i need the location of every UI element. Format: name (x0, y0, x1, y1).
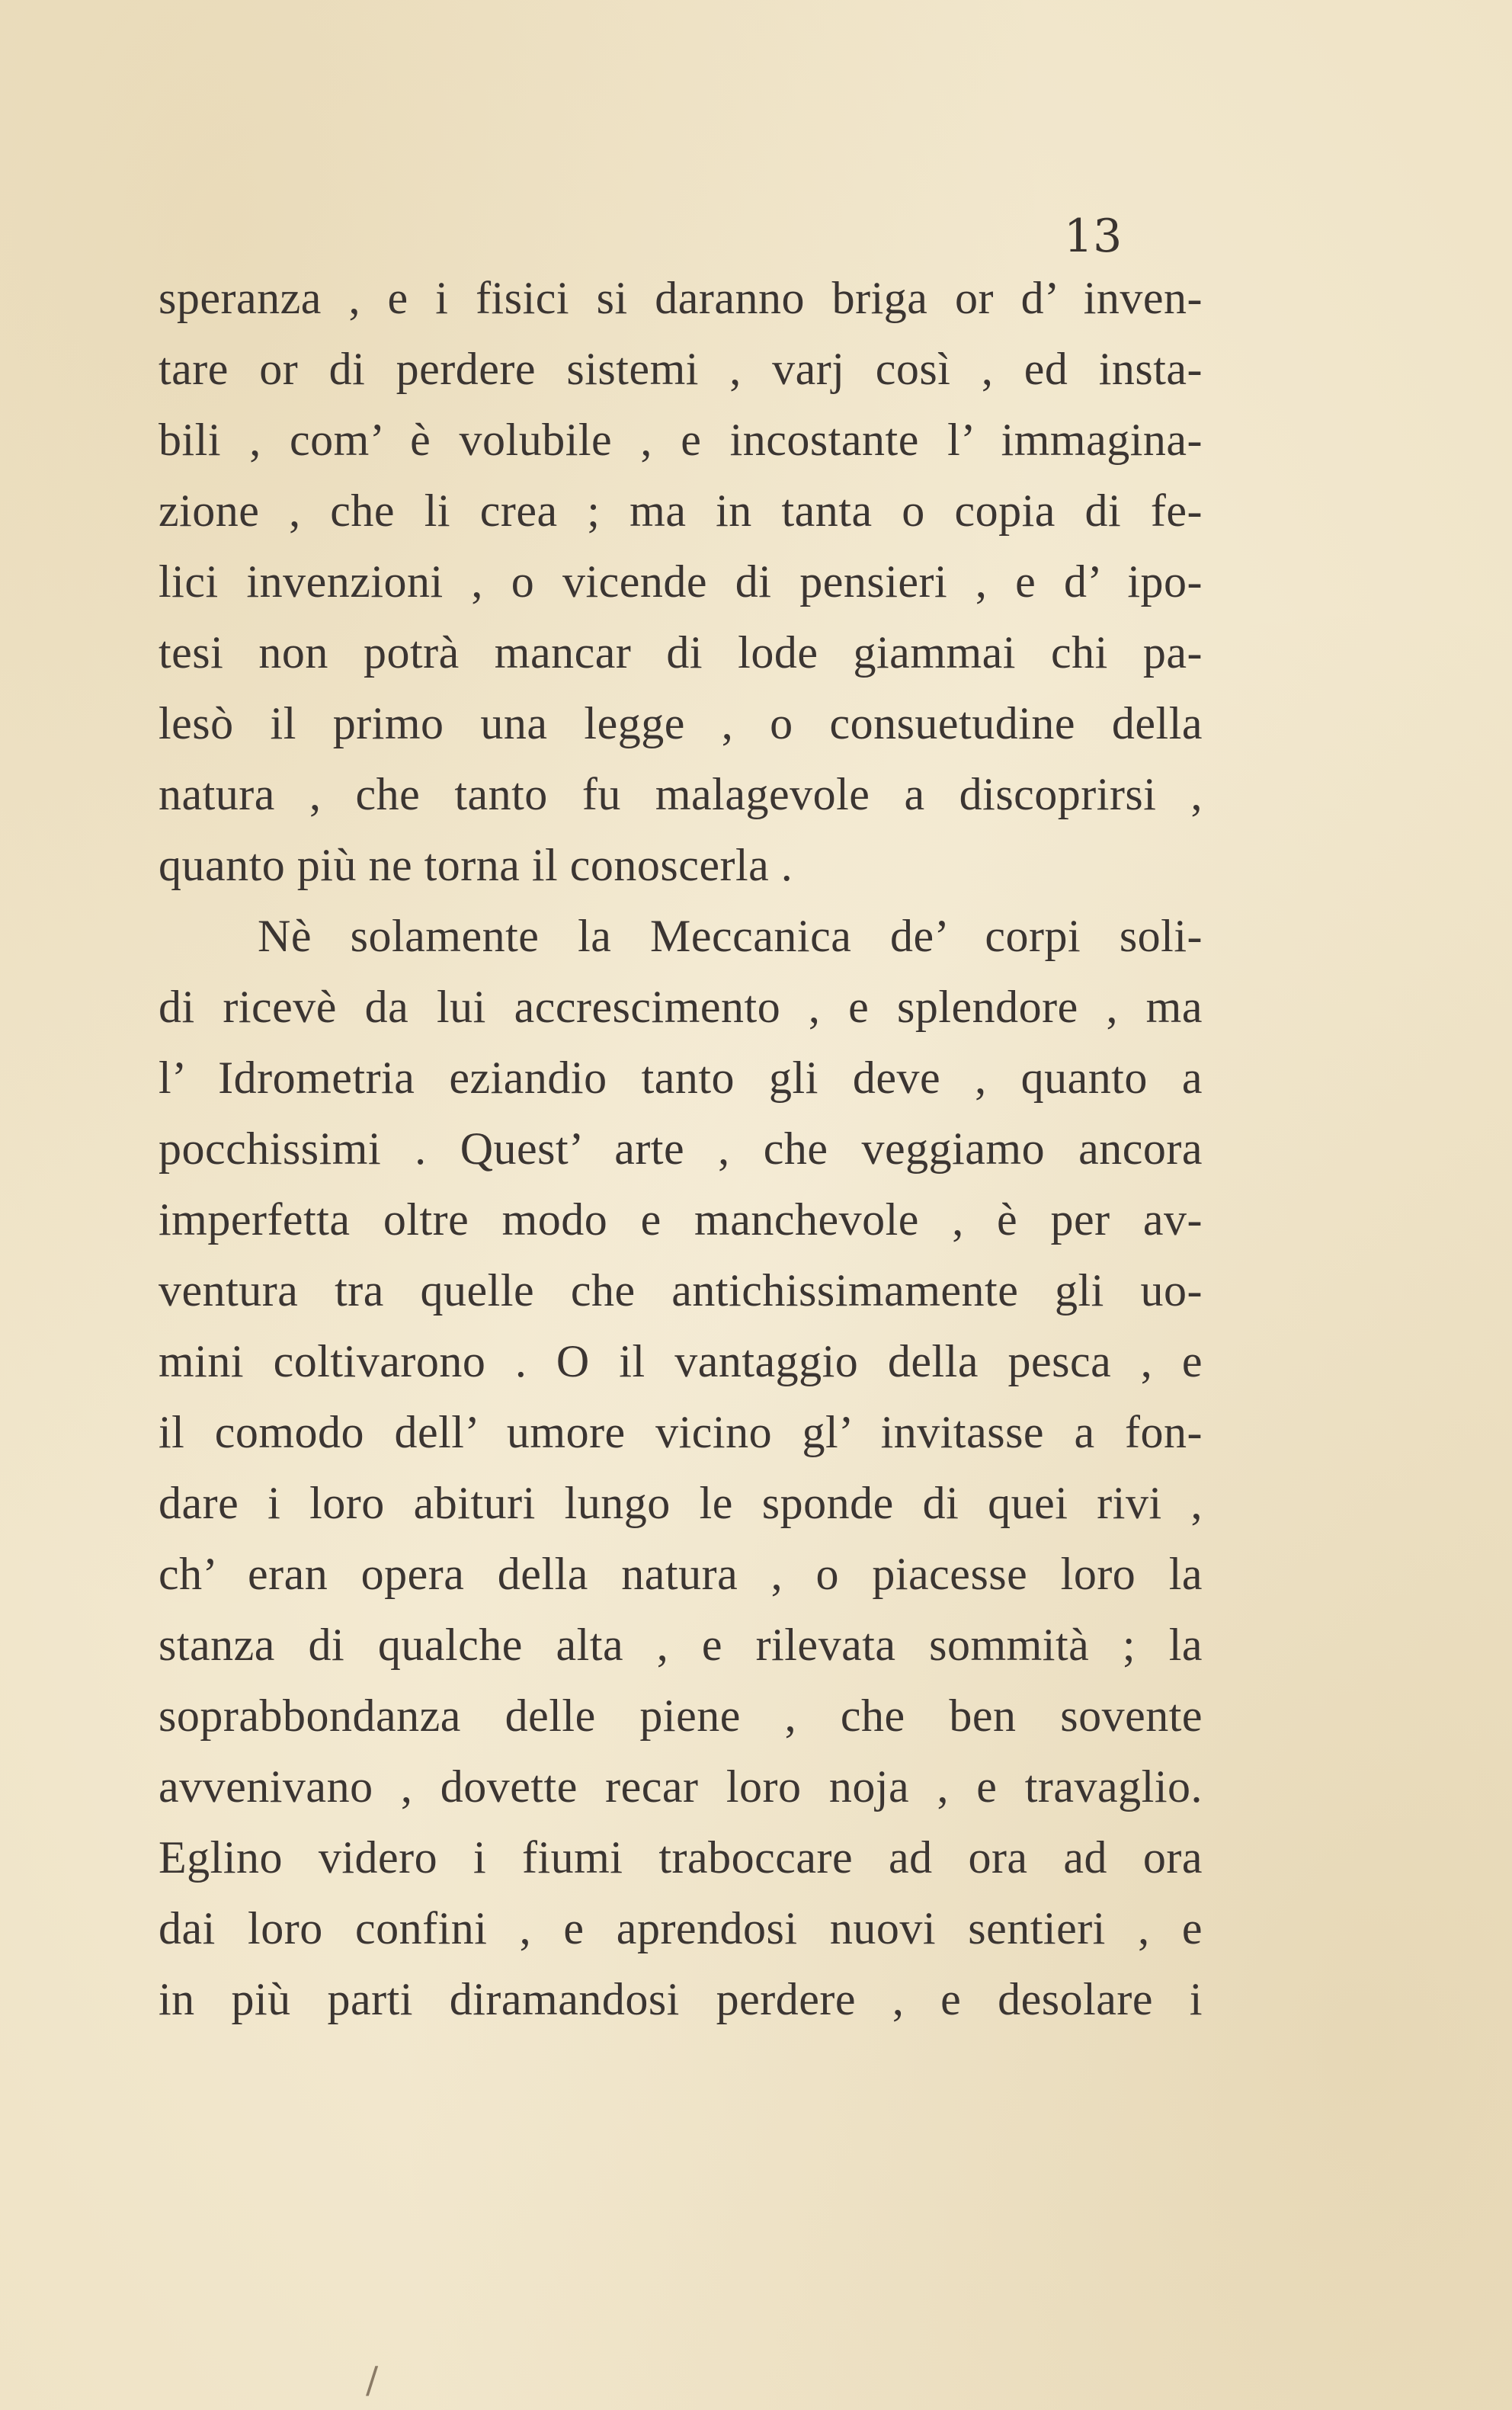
text-line: bili , com’ è volubile , e incostante l’ immagina- (159, 415, 1203, 465)
text-line: quanto più ne torna il conoscerla . (159, 840, 793, 890)
text-line: di ricevè da lui accrescimento , e splendore , ma (159, 982, 1203, 1032)
text-line: lici invenzioni , o vicende di pensieri , e d’ ipo- (159, 556, 1203, 607)
text-line: speranza , e i fisici si daranno briga or d’ inven- (159, 273, 1203, 323)
page-number: 13 (1064, 210, 1123, 263)
body-text (159, 263, 1203, 2035)
text-line: Eglino videro i fiumi traboccare ad ora ad ora (159, 1832, 1203, 1883)
text-line: imperfetta oltre modo e manchevole , è per av- (159, 1194, 1203, 1245)
text-line: natura , che tanto fu malagevole a discoprirsi , (159, 769, 1203, 819)
text-line: dare i loro abituri lungo le sponde di quei rivi , (159, 1478, 1203, 1528)
text-line: avvenivano , dovette recar loro noja , e travaglio. (159, 1761, 1203, 1812)
stray-ink-mark: / (366, 2359, 379, 2402)
text-line: ch’ eran opera della natura , o piacesse loro la (159, 1549, 1203, 1599)
text-line: tare or di perdere sistemi , varj così , ed insta- (159, 344, 1203, 394)
text-line: zione , che li crea ; ma in tanta o copia di fe- (159, 486, 1203, 536)
text-line: lesò il primo una legge , o consuetudine della (159, 698, 1203, 748)
paragraph-start-line: Nè solamente la Meccanica de’ corpi soli- (258, 911, 1203, 961)
text-line: ventura tra quelle che antichissimamente gli uo- (159, 1265, 1203, 1316)
text-line: l’ Idrometria eziandio tanto gli deve , quanto a (159, 1053, 1203, 1103)
text-line: in più parti diramandosi perdere , e desolare i (159, 1974, 1203, 2024)
text-line: dai loro confini , e aprendosi nuovi sentieri , e (159, 1903, 1203, 1953)
text-line: mini coltivarono . O il vantaggio della pesca , e (159, 1336, 1203, 1386)
text-line: tesi non potrà mancar di lode giammai chi pa- (159, 627, 1203, 678)
text-line: pocchissimi . Quest’ arte , che veggiamo ancora (159, 1123, 1203, 1174)
text-line: soprabbondanza delle piene , che ben sovente (159, 1691, 1203, 1741)
text-line: stanza di qualche alta , e rilevata sommità ; la (159, 1620, 1203, 1670)
text-line: il comodo dell’ umore vicino gl’ invitasse a fon- (159, 1407, 1203, 1457)
